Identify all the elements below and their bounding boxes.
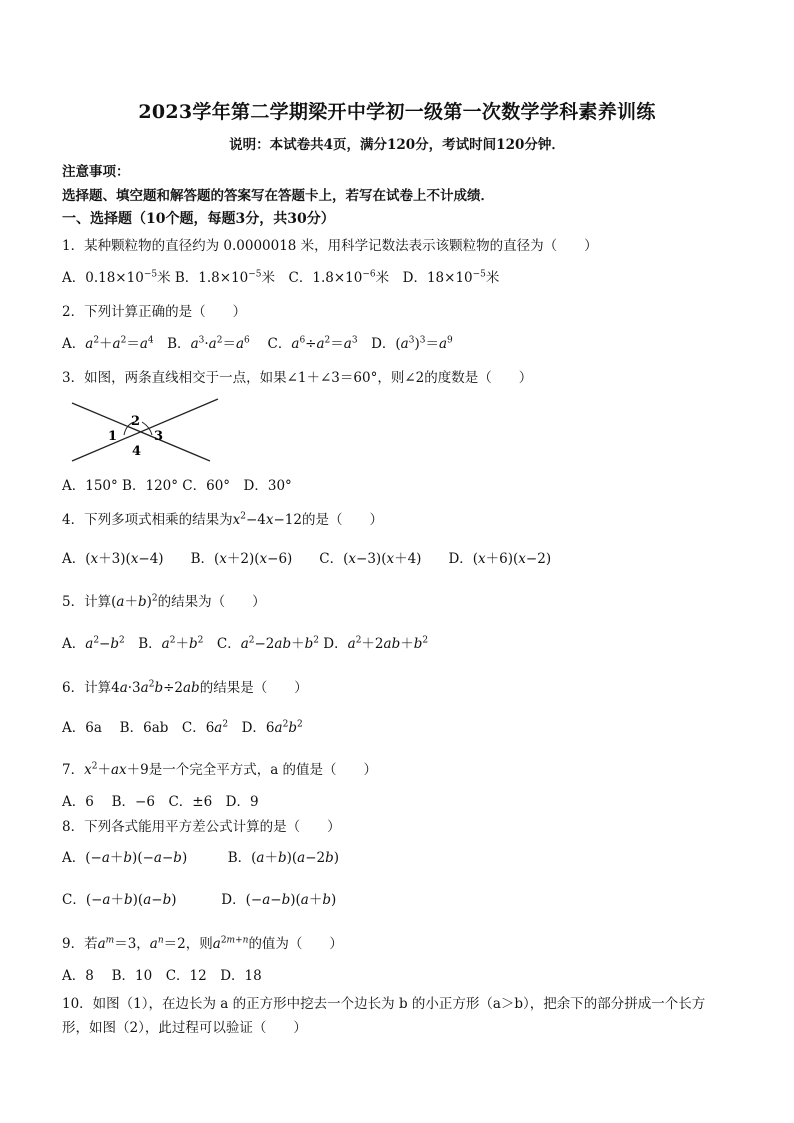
angle-label-4: 4 xyxy=(132,444,142,459)
question-3-options: A．150° B．120° C．60° D．30° xyxy=(62,478,292,494)
question-9-stem-mid1: ＝3， xyxy=(114,936,150,952)
question-10-stem-line1: 10．如图（1），在边长为 a 的正方形中挖去一个边长为 b 的小正方形（a＞b），把余下的部分拼成一个长方 xyxy=(62,996,706,1012)
question-5-stem-pre: 5．计算 xyxy=(62,594,112,610)
question-8-options-cd: C．(−a＋b)(a−b) D．(−a−b)(a＋b) xyxy=(62,892,337,908)
question-2-options: A．$a^2+a^2=a^4$ B．$a^3\cdot a^2=a^6$ C．$a^6\div a^2=a^3$ D．$(a^3)^3=a^9$ xyxy=(62,335,453,352)
question-2-stem: 2．下列计算正确的是（ ） xyxy=(62,304,247,320)
question-8-stem: 8．下列各式能用平方差公式计算的是（ ） xyxy=(62,819,341,835)
section-heading: 一、选择题（10个题，每题3分，共30分） xyxy=(62,211,335,227)
angle-label-3: 3 xyxy=(154,429,164,444)
exam-instructions: 说明：本试卷共4页，满分120分，考试时间120分钟． xyxy=(229,137,565,153)
question-7-stem: 7．$x^2+ax+9$是一个完全平方式，a 的值是（ ） xyxy=(62,761,378,778)
question-5-stem: 5．计算$(a+b)^2$的结果为（ ） xyxy=(62,593,266,610)
question-1-options: A．$0.18\times 10^{-5}$米 B．$1.8\times 10^{-5}$米 C．$1.8\times 10^{-6}$米 D．$18\times 10^{-5}$米 xyxy=(62,269,500,286)
question-10-stem-line2: 形，如图（2），此过程可以验证（ ） xyxy=(62,1020,307,1036)
angle-label-1: 1 xyxy=(108,429,118,444)
question-4-stem-pre: 4．下列多项式相乘的结果为 xyxy=(62,512,233,528)
question-4-options: A．(x＋3)(x−4) B．(x＋2)(x−6) C．(x−3)(x＋4) D．(x＋6)(x−2) xyxy=(62,551,552,567)
notice-text: 选择题、填空题和解答题的答案写在答题卡上，若写在试卷上不计成绩． xyxy=(62,188,494,204)
angle-label-2: 2 xyxy=(131,414,141,429)
question-6-stem-pre: 6．计算 xyxy=(62,680,112,696)
line-b xyxy=(72,399,218,461)
question-6-stem-post: 的结果是（ ） xyxy=(199,680,308,696)
question-7-stem-post: 是一个完全平方式，a 的值是（ ） xyxy=(148,762,378,778)
question-1-stem: 1．某种颗粒物的直径约为 0.0000018 米，用科学记数法表示该颗粒物的直径为（ ） xyxy=(62,238,598,254)
question-8-options-ab: A．(−a＋b)(−a−b) B．(a＋b)(a−2b) xyxy=(62,850,340,866)
question-9-stem-pre: 9．若 xyxy=(62,936,98,952)
question-7-options: A．6 B．−6 C．±6 D．9 xyxy=(62,794,259,810)
question-6-options: A．6a B．6ab C．$6a^2$ D．$6a^2b^2$ xyxy=(62,719,303,736)
notice-heading: 注意事项： xyxy=(62,164,130,180)
question-9-options: A．8 B．10 C．12 D．18 xyxy=(62,968,262,984)
intersecting-lines-figure xyxy=(62,395,222,465)
question-4-stem-post: 的是（ ） xyxy=(301,512,383,528)
question-6-stem: 6．计算$4a\cdot 3a^2b\div 2ab$的结果是（ ） xyxy=(62,679,308,696)
question-9-stem-post: 的值为（ ） xyxy=(248,936,343,952)
question-4-stem: 4．下列多项式相乘的结果为$x^2-4x-12$的是（ ） xyxy=(62,511,383,528)
question-5-options: A．$a^2-b^2$ B．$a^2+b^2$ C．$a^2-2ab+b^2$ D．$a^2+2ab+b^2$ xyxy=(62,635,429,652)
page-title: 2023学年第二学期梁开中学初一级第一次数学学科素养训练 xyxy=(138,101,656,123)
question-9-stem: 9．若$a^m=3$，$a^n=2$，则$a^{2m+n}$的值为（ ） xyxy=(62,935,343,952)
question-9-stem-mid2: ＝2，则 xyxy=(163,936,213,952)
question-5-stem-post: 的结果为（ ） xyxy=(157,594,266,610)
question-3-stem: 3．如图，两条直线相交于一点，如果∠1＋∠3＝60°，则∠2的度数是（ ） xyxy=(62,370,533,386)
